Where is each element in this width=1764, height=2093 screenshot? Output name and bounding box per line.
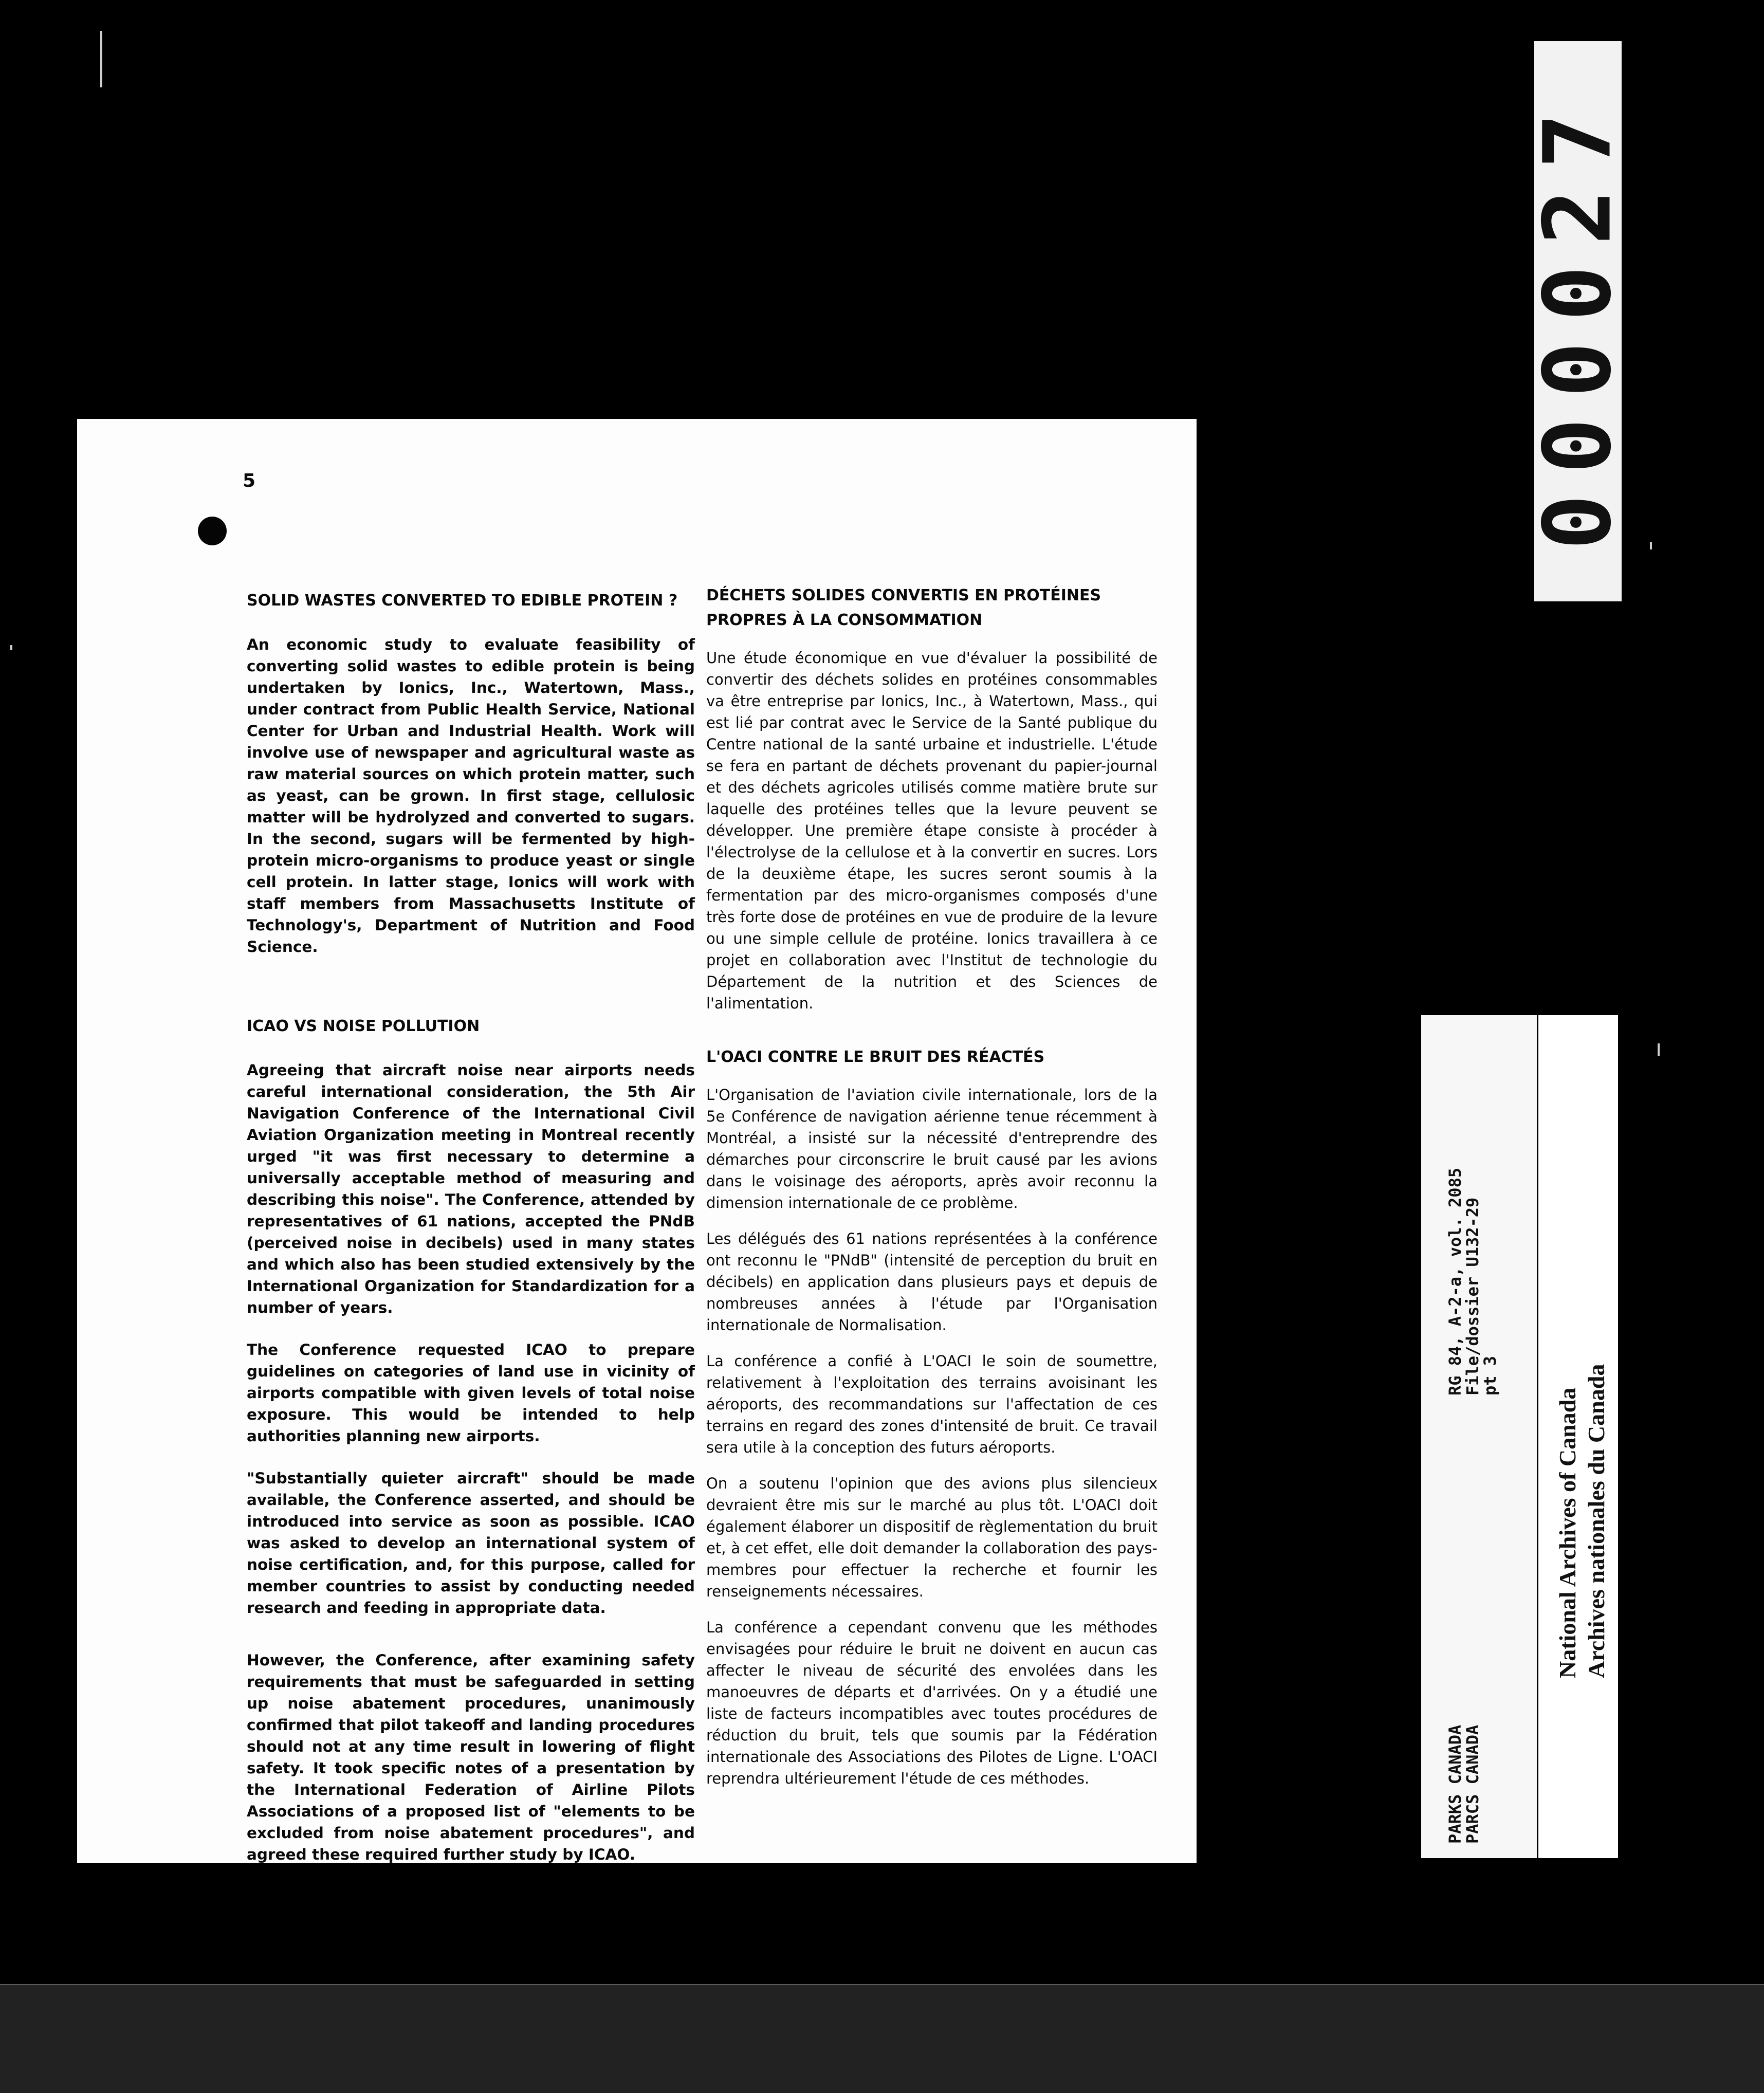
film-speck [100, 31, 102, 87]
film-speck [1658, 1043, 1660, 1056]
french-column [706, 583, 1157, 1789]
english-section2-paragraph: However, the Conference, after examining safety requirements that must be safeguarded in setting up noise abatement procedures, unanimously confirmed that pilot takeoff and landing procedures should not at any time result in lowering of flight safety. It took specific notes of a presentation by the International Federation of Airline Pilots Associations of a proposed list of "elements to be excluded from noise abatement procedures", and agreed these required further study by ICAO. [247, 1651, 695, 1863]
parks-canada-label [1446, 1725, 1481, 1844]
french-section2-paragraph: La conférence a cependant convenu que les méthodes envisagées pour réduire le bruit ne doivent en aucun cas affecter le niveau de sécurité des envolées dans les manoeuvres de départs et d'arrivées. On y a étudié une liste de facteurs incompatibles avec toutes procédures de réduction du bruit, tels que soumis par la Fédération internationale des Associations des Pilotes de Ligne. L'OACI reprendra ultérieurement l'étude de ces méthodes. [706, 1619, 1157, 1787]
english-section2-title: ICAO VS NOISE POLLUTION [247, 1017, 480, 1035]
english-column [247, 589, 695, 1865]
national-archives-text [1553, 1364, 1611, 1678]
record-group-label [1446, 1168, 1499, 1396]
english-section2-paragraph: "Substantially quieter aircraft" should be made available, the Conference asserted, and should be introduced into service as soon as possible. ICAO was asked to develop an international system of noise certification, and, for this purpose, called for member countries to assist by conducting needed research and feeding in appropriate data. [247, 1470, 695, 1617]
record-group-line2: File/dossier U132-29 [1462, 1197, 1482, 1396]
parks-canada-en: PARKS CANADA [1445, 1724, 1465, 1844]
record-group-line1: RG 84, A-2-a, vol. 2085 [1445, 1167, 1465, 1396]
film-speck [10, 645, 12, 650]
punch-hole [198, 517, 227, 545]
english-section2-paragraph: Agreeing that aircraft noise near airports needs careful international consideration, the 5th Air Navigation Conference of the International Civil Aviation Organization meeting in Montreal recently urged "it was first necessary to determine a universally acceptable method of measuring and describing this noise". The Conference, attended by representatives of 61 nations, accepted the PNdB (perceived noise in decibels) used in many states and which also has been studied extensively by the International Organization for Standardization for a number of years. [247, 1061, 695, 1316]
parks-canada-fr: PARCS CANADA [1462, 1724, 1482, 1844]
document-page [77, 419, 1197, 1863]
french-section2-title: L'OACI CONTRE LE BRUIT DES RÉACTÉS [706, 1048, 1045, 1066]
archive-label-rotated [1428, 1025, 1531, 1848]
record-group-line3: pt 3 [1480, 1355, 1500, 1396]
national-archives-en: National Archives of Canada [1554, 1387, 1581, 1678]
french-section2-paragraph: L'Organisation de l'aviation civile internationale, lors de la 5e Conférence de navigation aérienne tenue récemment à Montréal, a insisté sur la nécessité d'entreprendre des démarches pour circonscrire le bruit causé par les avions dans le voisinage des aéroports, après avoir reconnu la dimension internationale de ce problème. [706, 1086, 1157, 1211]
frame-number: 000027 [1524, 92, 1632, 550]
french-section2-paragraph: La conférence a confié à L'OACI le soin de soumettre, relativement à l'exploitation des terrains avoisinant les aéroports, des recommandations sur l'affectation de ces terrains en regard des zones d'intensité de bruit. Ce travail sera utile à la conception des futurs aéroports. [706, 1352, 1157, 1456]
english-section1-body: An economic study to evaluate feasibility of converting solid wastes to edible protein is being undertaken by Ionics, Inc., Watertown, Mass., under contract from Public Health Service, National Center for Urban and Industrial Health. Work will involve use of newspaper and agricultural waste as raw material sources on which protein matter, such as yeast, can be grown. In first stage, cellulosic matter will be hydrolyzed and converted to sugars. In the second, sugars will be fermented by high-protein micro-organisms to produce yeast or single cell protein. In latter stage, Ionics will work with staff members from Massachusetts Institute of Technology's, Department of Nutrition and Food Science. [247, 636, 695, 956]
page-number: 5 [243, 470, 256, 491]
english-section1-title: SOLID WASTES CONVERTED TO EDIBLE PROTEIN ? [247, 592, 678, 610]
french-section2-paragraph: On a soutenu l'opinion que des avions plus silencieux devraient être mis sur le marché au plus tôt. L'OACI doit également élaborer un dispositif de règlementation du bruit et, à cet effet, elle doit demander la collaboration des pays-membres pour effectuer la recherche et fournir les renseignements nécessaires. [706, 1475, 1157, 1600]
french-section1-body: Une étude économique en vue d'évaluer la possibilité de convertir des déchets solides en protéines consommables va être entreprise par Ionics, Inc., à Watertown, Mass., qui est lié par contrat avec le Service de la Santé publique du Centre national de la santé urbaine et industrielle. L'étude se fera en partant de déchets provenant du papier-journal et des déchets agricoles utilisés comme matière brute sur laquelle des protéines telles que la levure peuvent se développer. Une première étape consiste à procéder à l'électrolyse de la cellulose et à la convertir en sucres. Lors de la deuxième étape, les sucres seront soumis à la fermentation par des micro-organismes composés d'une très forte dose de protéines en vue de produire de la levure ou une simple cellule de protéine. Ionics travaillera à ce projet en collaboration avec l'Institut de technologie du Département de la nutrition et des Sciences de l'alimentation. [706, 649, 1157, 1012]
frame-number-strip [1524, 41, 1632, 601]
french-section2-paragraph: Les délégués des 61 nations représentées à la conférence ont reconnu le "PNdB" (intensité de perception du bruit en décibels) en application dans plusieurs pays et depuis de nombreuses années à l'étude par l'Organisation internationale de Normalisation. [706, 1230, 1157, 1334]
english-section2-paragraph: The Conference requested ICAO to prepare guidelines on categories of land use in vicinity of airports compatible with given levels of total noise exposure. This would be intended to help authorities planning new airports. [247, 1341, 695, 1445]
french-section1-title: DÉCHETS SOLIDES CONVERTIS EN PROTÉINES PROPRES À LA CONSOMMATION [706, 586, 1101, 629]
national-archives-card [1538, 1015, 1618, 1858]
film-speck [1650, 542, 1652, 549]
archive-label-card [1421, 1015, 1537, 1858]
national-archives-fr: Archives nationales du Canada [1583, 1364, 1609, 1678]
national-archives-rotated [1540, 1025, 1617, 1848]
film-edge-band [0, 1985, 1764, 2093]
